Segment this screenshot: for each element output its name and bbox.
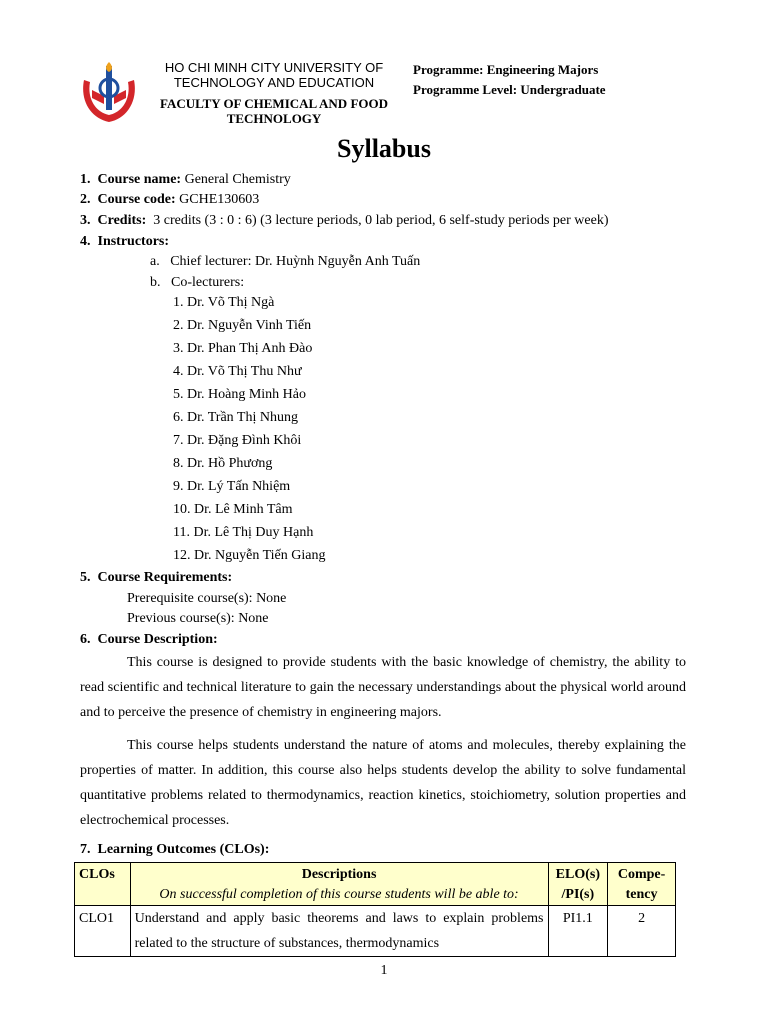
credits-line [80, 212, 609, 230]
requirements-line [80, 569, 232, 587]
clo-elo: PI1.1 [548, 906, 608, 957]
chief-lecturer: a. Chief lecturer: Dr. Huỳnh Nguyễn Anh Tuấn [150, 254, 421, 269]
co-lecturer-item: 4. Dr. Võ Thị Thu Như [173, 364, 302, 379]
programme-info [413, 60, 606, 100]
faculty-name: FACULTY OF CHEMICAL AND FOOD TECHNOLOGY [160, 96, 388, 126]
co-lecturer-item: 1. Dr. Võ Thị Ngà [173, 295, 275, 310]
table-row [75, 906, 676, 957]
university-name: HO CHI MINH CITY UNIVERSITY OF TECHNOLOGY AND EDUCATION [164, 60, 384, 90]
learning-outcomes-label: Learning Outcomes (CLOs): [97, 842, 270, 857]
course-code-value: GCHE130603 [179, 192, 260, 207]
header-descriptions-subtitle: On successful completion of this course students will be able to: [159, 887, 519, 902]
learning-outcomes-table [74, 862, 676, 957]
table-header-row [75, 863, 676, 906]
item-number: 2. [80, 192, 91, 207]
header-descriptions-title: Descriptions [301, 867, 377, 882]
item-number: 7. [80, 842, 91, 857]
description-line [80, 631, 218, 649]
description-text: This course is designed to provide students with the basic knowledge of chemistry, the ability to read scientific and technical literature to gain the necessary understandings about the physical world around and to perceive the presence of chemistry in engineering majors. [80, 655, 686, 720]
instructors-label: Instructors: [97, 234, 170, 249]
header-descriptions [130, 863, 548, 906]
course-name-value: General Chemistry [184, 172, 291, 187]
prerequisite-courses: Prerequisite course(s): None [127, 591, 287, 606]
item-number: 1. [80, 172, 91, 187]
item-number: 6. [80, 632, 91, 647]
course-name-label: Course name: [97, 172, 182, 187]
requirements-label: Course Requirements: [97, 570, 233, 585]
co-lecturer-item: 9. Dr. Lý Tấn Nhiệm [173, 479, 291, 494]
co-lecturer-item: 5. Dr. Hoàng Minh Hảo [173, 387, 306, 402]
programme-level: Programme Level: Undergraduate [413, 82, 606, 97]
co-lecturer-item: 12. Dr. Nguyễn Tiến Giang [173, 548, 326, 563]
header-elo: ELO(s) /PI(s) [548, 863, 608, 906]
credits-label: Credits: [97, 213, 147, 228]
co-lecturer-item: 6. Dr. Trần Thị Nhung [173, 410, 298, 425]
instructors-line [80, 233, 169, 251]
co-lecturer-item: 8. Dr. Hồ Phương [173, 456, 273, 471]
item-number: 4. [80, 234, 91, 249]
course-code-label: Course code: [97, 192, 176, 207]
page-title: Syllabus [337, 134, 431, 163]
page-number: 1 [380, 963, 388, 978]
credits-value: 3 credits (3 : 0 : 6) (3 lecture periods, 0 lab period, 6 self-study periods per week) [153, 213, 609, 228]
header-clos: CLOs [75, 863, 131, 906]
learning-outcomes-line [80, 841, 269, 859]
course-code-line [80, 191, 259, 209]
course-name-line [80, 171, 291, 189]
description-text: This course helps students understand the nature of atoms and molecules, thereby explaining the properties of matter. In addition, this course also helps students develop the ability to solve fundamental quantitative problems related to thermodynamics, reaction kinetics, stoichiometry, solution properties and electrochemical processes. [80, 738, 686, 828]
item-number: 3. [80, 213, 91, 228]
co-lecturer-item: 3. Dr. Phan Thị Anh Đào [173, 341, 313, 356]
co-lecturers-heading: b. Co-lecturers: [150, 275, 245, 290]
clo-competency: 2 [608, 906, 676, 957]
item-number: 5. [80, 570, 91, 585]
description-label: Course Description: [97, 632, 218, 647]
co-lecturer-item: 7. Dr. Đặng Đình Khôi [173, 433, 302, 448]
co-lecturer-item: 10. Dr. Lê Minh Tâm [173, 502, 293, 517]
previous-courses: Previous course(s): None [127, 611, 269, 626]
description-paragraph-1 [80, 650, 686, 725]
programme: Programme: Engineering Majors [413, 62, 599, 77]
description-paragraph-2 [80, 733, 686, 833]
clo-description: Understand and apply basic theorems and laws to explain problems related to the structure of substances, thermodynamics [130, 906, 548, 957]
co-lecturer-item: 2. Dr. Nguyễn Vinh Tiến [173, 318, 312, 333]
university-logo [78, 60, 140, 124]
header-competency: Compe-tency [608, 863, 676, 906]
clo-id: CLO1 [75, 906, 131, 957]
co-lecturer-item: 11. Dr. Lê Thị Duy Hạnh [173, 525, 314, 540]
